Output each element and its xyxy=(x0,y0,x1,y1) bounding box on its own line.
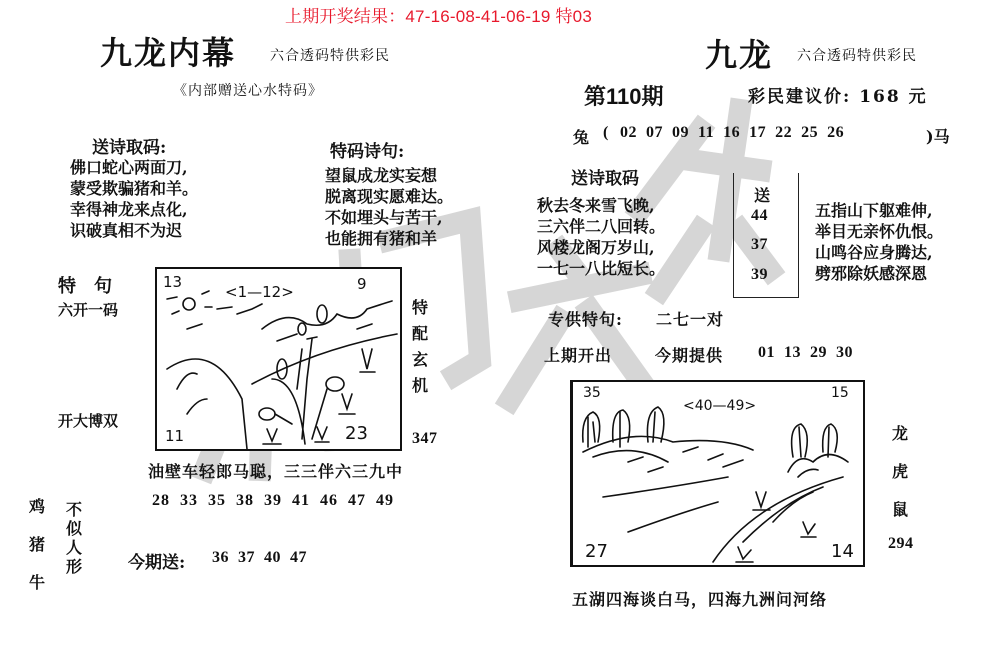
provide-numbers: 01 13 29 30 xyxy=(758,344,853,361)
poem-line: 风楼龙阁万岁山, xyxy=(537,238,655,257)
poem-line: 识破真相不为迟 xyxy=(70,221,183,240)
send-number: 39 xyxy=(751,266,768,283)
send-numbers-box xyxy=(733,173,799,298)
send-number: 37 xyxy=(751,236,768,253)
right-pic-range: <40—49> xyxy=(683,398,757,414)
right-poem-send-heading: 送诗取码 xyxy=(571,169,639,189)
poem-line: 山鸣谷应身腾达, xyxy=(815,243,933,262)
provide-label: 今期提供 xyxy=(655,346,724,365)
left-side-label: 特配玄机 xyxy=(411,298,428,395)
number-row-start: 兔 xyxy=(573,128,590,147)
right-title: 九龙 xyxy=(705,36,774,74)
zodiac-item: 龙 xyxy=(891,424,908,443)
landscape-sketch-icon xyxy=(157,269,400,449)
right-pic-corner-br: 14 xyxy=(831,541,854,562)
left-title: 九龙内幕 xyxy=(100,34,237,72)
right-pic-corner-tr: 15 xyxy=(831,385,849,401)
poem-line: 脱离现实愿难达。 xyxy=(325,187,454,206)
send-number: 44 xyxy=(751,207,768,224)
not-human-label: 不似人形 xyxy=(65,500,82,576)
left-poem-special xyxy=(325,165,453,249)
left-side-number: 347 xyxy=(412,430,438,447)
today-send-numbers: 36 37 40 47 xyxy=(212,549,307,566)
zodiac-item: 猪 xyxy=(28,535,45,554)
poem-line: 幸得神龙来点化, xyxy=(70,200,188,219)
number-row-open: ( xyxy=(603,124,609,141)
poem-line: 佛口蛇心两面刀, xyxy=(70,158,188,177)
poem-line: 不如埋头与苦干, xyxy=(325,208,443,227)
right-pic-corner-bl: 27 xyxy=(585,541,608,562)
today-send-label: 今期送: xyxy=(128,553,186,573)
left-riddle: 油壁车轻郎马聪，三三伴六三九中 xyxy=(148,462,404,481)
last-open-label: 上期开出 xyxy=(544,346,613,365)
left-poem-send-heading: 送诗取码: xyxy=(92,138,167,158)
left-pic-corner-br: 23 xyxy=(345,423,368,444)
left-zodiac-column xyxy=(27,488,47,602)
left-pic-corner-tr: 9 xyxy=(357,275,367,293)
special-phrase-heading: 特 句 xyxy=(58,276,112,297)
special-phrase-label: 专供特句: xyxy=(548,310,623,329)
zodiac-item: 鼠 xyxy=(891,500,908,519)
poem-line: 也能拥有猪和羊 xyxy=(325,229,438,248)
right-riddle: 五湖四海谈白马，四海九洲问河络 xyxy=(572,590,828,609)
inner-title: 《内部赠送心水特码》 xyxy=(173,83,323,99)
landscape-sketch-icon xyxy=(573,382,863,565)
poem-line: 秋去冬来雪飞晚, xyxy=(537,196,655,215)
poem-line: 一七一八比短长。 xyxy=(537,259,666,278)
special-phrase-bottom: 开大博双 xyxy=(58,412,119,430)
right-zodiac-column xyxy=(890,415,910,529)
poem-line: 举目无亲怀仇恨。 xyxy=(815,222,944,241)
number-row-close: )马 xyxy=(926,127,950,146)
right-hint-picture xyxy=(570,380,865,567)
poem-line: 五指山下躯难伸, xyxy=(815,201,933,220)
poem-line: 三六伴二八回转。 xyxy=(537,217,666,236)
last-draw-result: 上期开奖结果：47-16-08-41-06-19 特03 xyxy=(285,7,592,26)
send-label: 送 xyxy=(754,186,771,205)
poem-line: 望鼠成龙实妄想 xyxy=(325,166,438,185)
special-phrase-sub: 六开一码 xyxy=(58,301,119,319)
left-subtitle: 六合透码特供彩民 xyxy=(270,48,390,64)
suggested-price: 彩民建议价: 168 元 xyxy=(748,87,928,107)
left-numbers: 28 33 35 38 39 41 46 47 49 xyxy=(152,492,394,509)
left-pic-range: <1—12> xyxy=(225,283,294,301)
left-hint-picture xyxy=(155,267,402,451)
left-poem-special-heading: 特码诗句: xyxy=(330,142,405,162)
number-row-numbers: 02 07 09 11 16 17 22 25 26 xyxy=(620,124,845,141)
special-phrase-value: 二七一对 xyxy=(656,310,725,329)
right-poem-send xyxy=(537,195,665,279)
right-subtitle: 六合透码特供彩民 xyxy=(797,48,917,64)
zodiac-item: 牛 xyxy=(28,573,45,592)
left-pic-corner-tl: 13 xyxy=(163,273,183,291)
poem-line: 蒙受欺骗猪和羊。 xyxy=(70,179,199,198)
right-poem xyxy=(815,200,943,284)
zodiac-item: 鸡 xyxy=(28,497,45,516)
zodiac-item: 虎 xyxy=(891,462,908,481)
left-pic-corner-bl: 11 xyxy=(165,427,185,445)
right-pic-corner-tl: 35 xyxy=(583,385,601,401)
left-poem-send xyxy=(70,157,198,241)
issue-number: 第110期 xyxy=(584,84,664,109)
right-side-number: 294 xyxy=(888,535,914,552)
poem-line: 劈邪除妖感深恩 xyxy=(815,264,928,283)
